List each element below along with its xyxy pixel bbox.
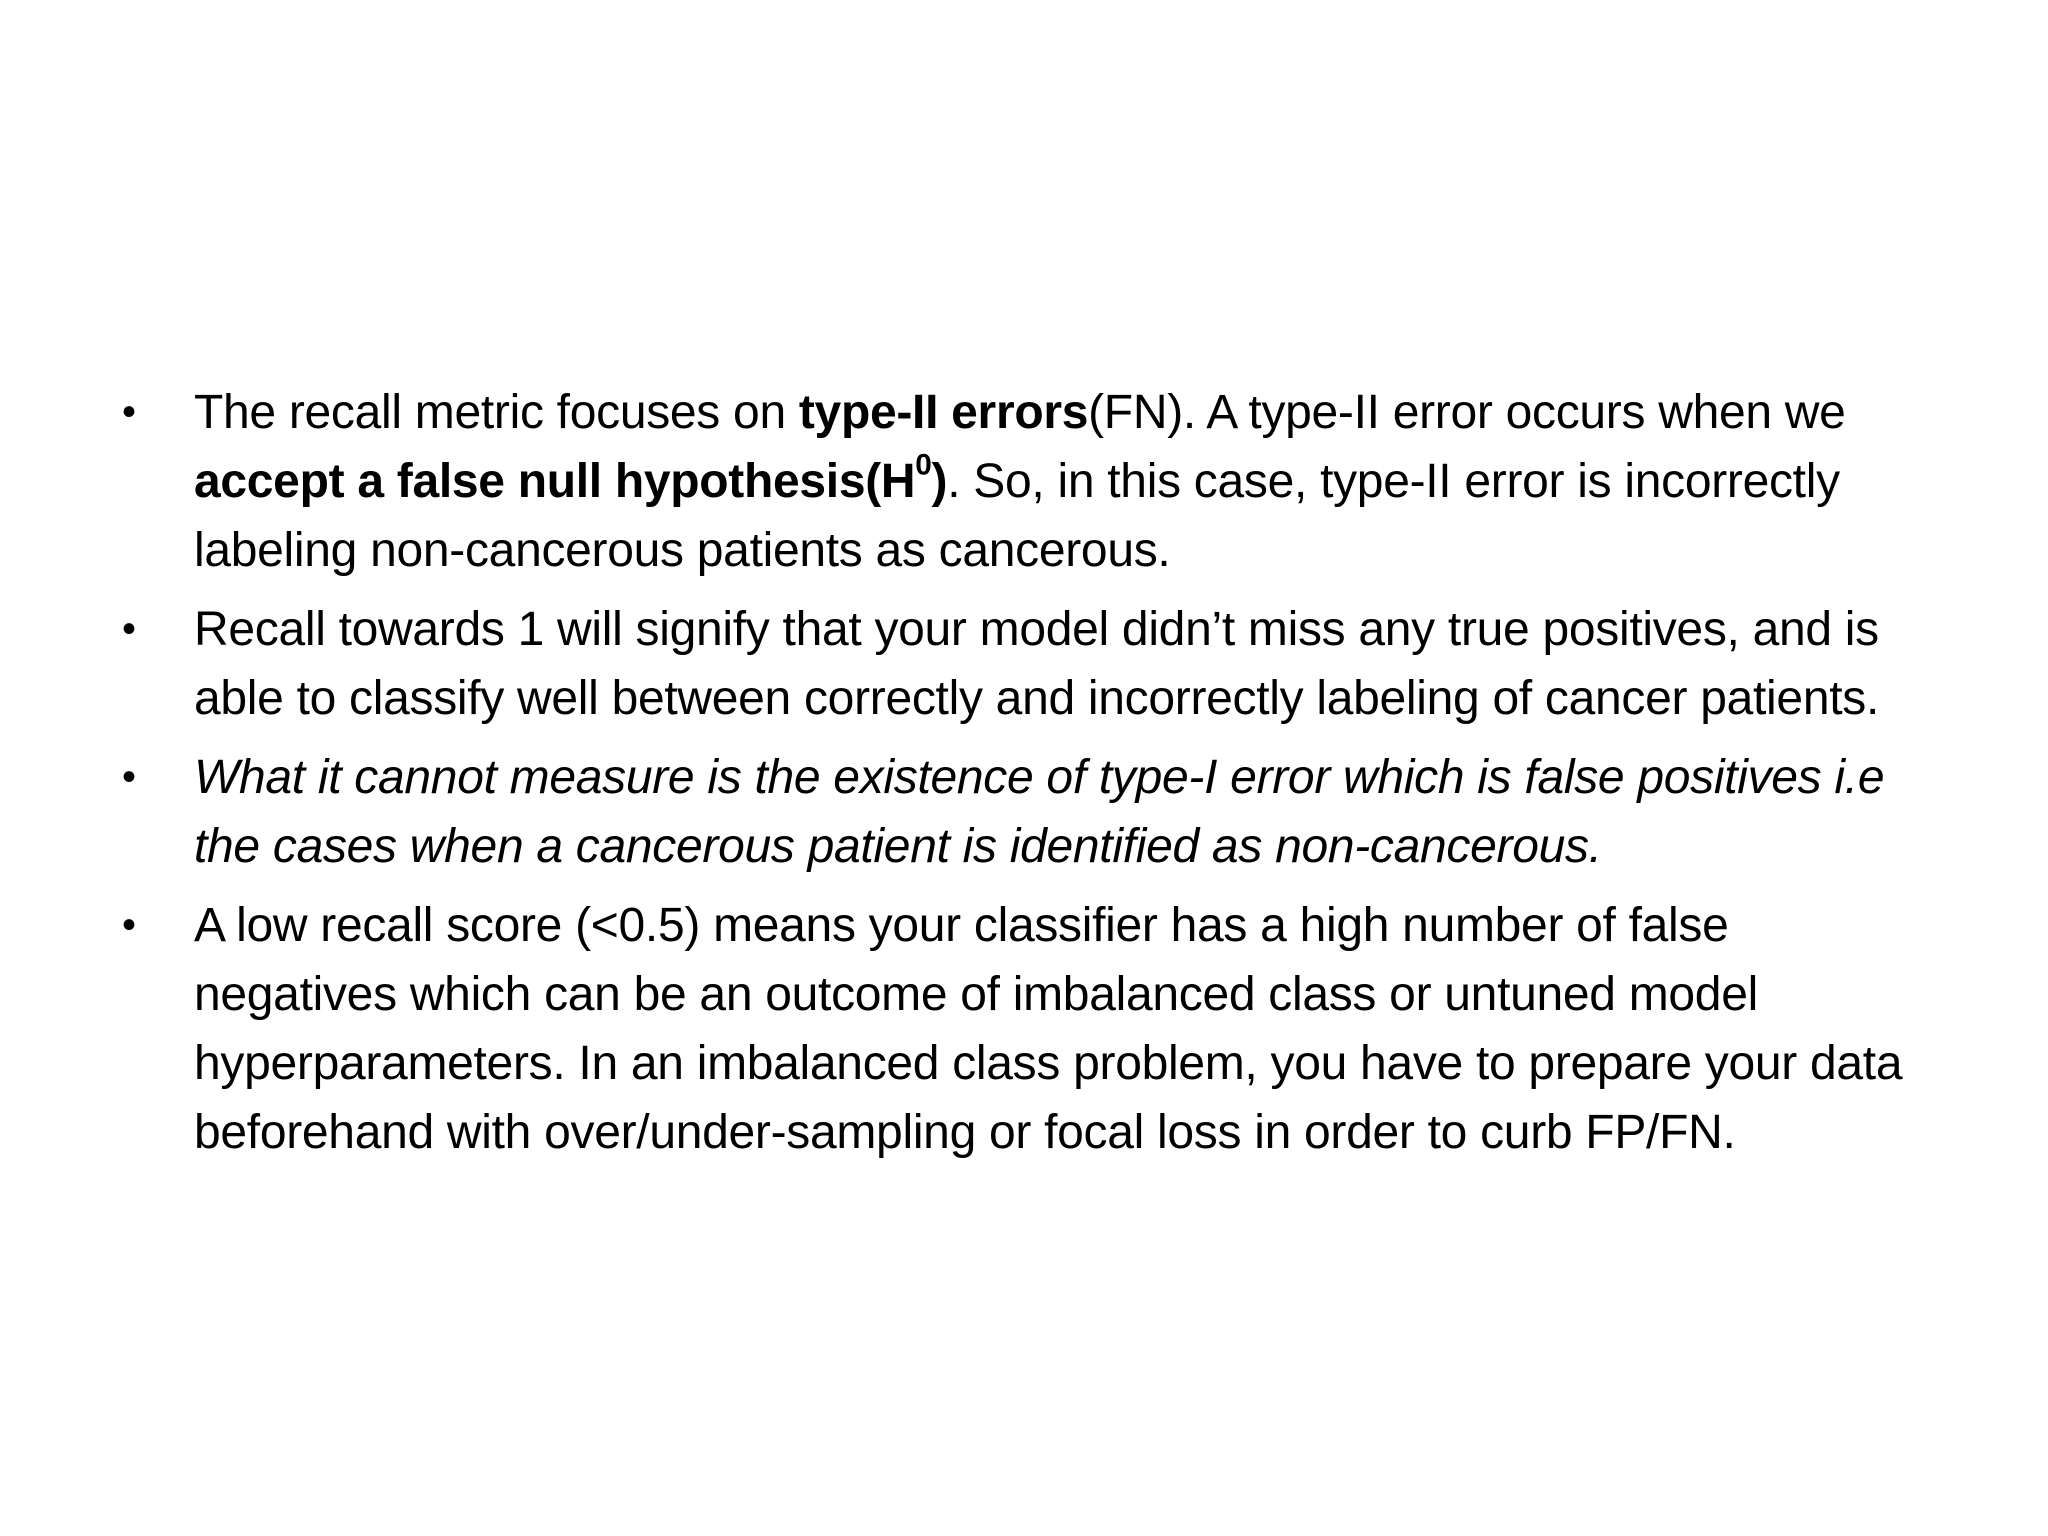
bullet-text-bold-null-hypothesis: accept a false null hypothesis(H [194,455,916,508]
bullet-dot-icon: • [122,903,136,947]
bullet-text: Recall towards 1 will signify that your model didn’t miss any true positives, and is able to classify well between correctly and incorrectly labeling of cancer patients. [194,603,1879,725]
bullet-dot-icon: • [122,755,136,799]
bullet-item-cannot-measure [122,743,1932,881]
bullet-list [122,378,1932,1177]
bullet-text-plain: The recall metric focuses on [194,386,799,439]
bullet-text-italic: What it cannot measure is the existence of type-I error which is false positives i.e the cases when a cancerous patient is identified as non-cancerous. [194,751,1885,873]
bullet-item-recall-towards-1 [122,595,1932,733]
superscript-zero: 0 [915,448,932,482]
bullet-text: A low recall score (<0.5) means your classifier has a high number of false negatives which can be an outcome of imbalanced class or untuned model hyperparameters. In an imbalanced class problem, you have to prepare your data beforehand with over/under-sampling or focal loss in order to curb FP/FN. [194,899,1903,1159]
bullet-text-bold-paren: ) [931,455,948,508]
bullet-dot-icon: • [122,390,136,434]
bullet-text-plain: . So, in this case, type-II error is incorrectly labeling non-cancerous patients as cancerous. [194,455,1840,577]
bullet-text-plain: (FN). A type-II error occurs when we [1088,386,1846,439]
bullet-item-type-ii-errors [122,378,1932,585]
bullet-text-bold-type-ii-errors: type-II errors [798,386,1089,439]
bullet-dot-icon: • [122,607,136,651]
bullet-item-low-recall [122,891,1932,1167]
